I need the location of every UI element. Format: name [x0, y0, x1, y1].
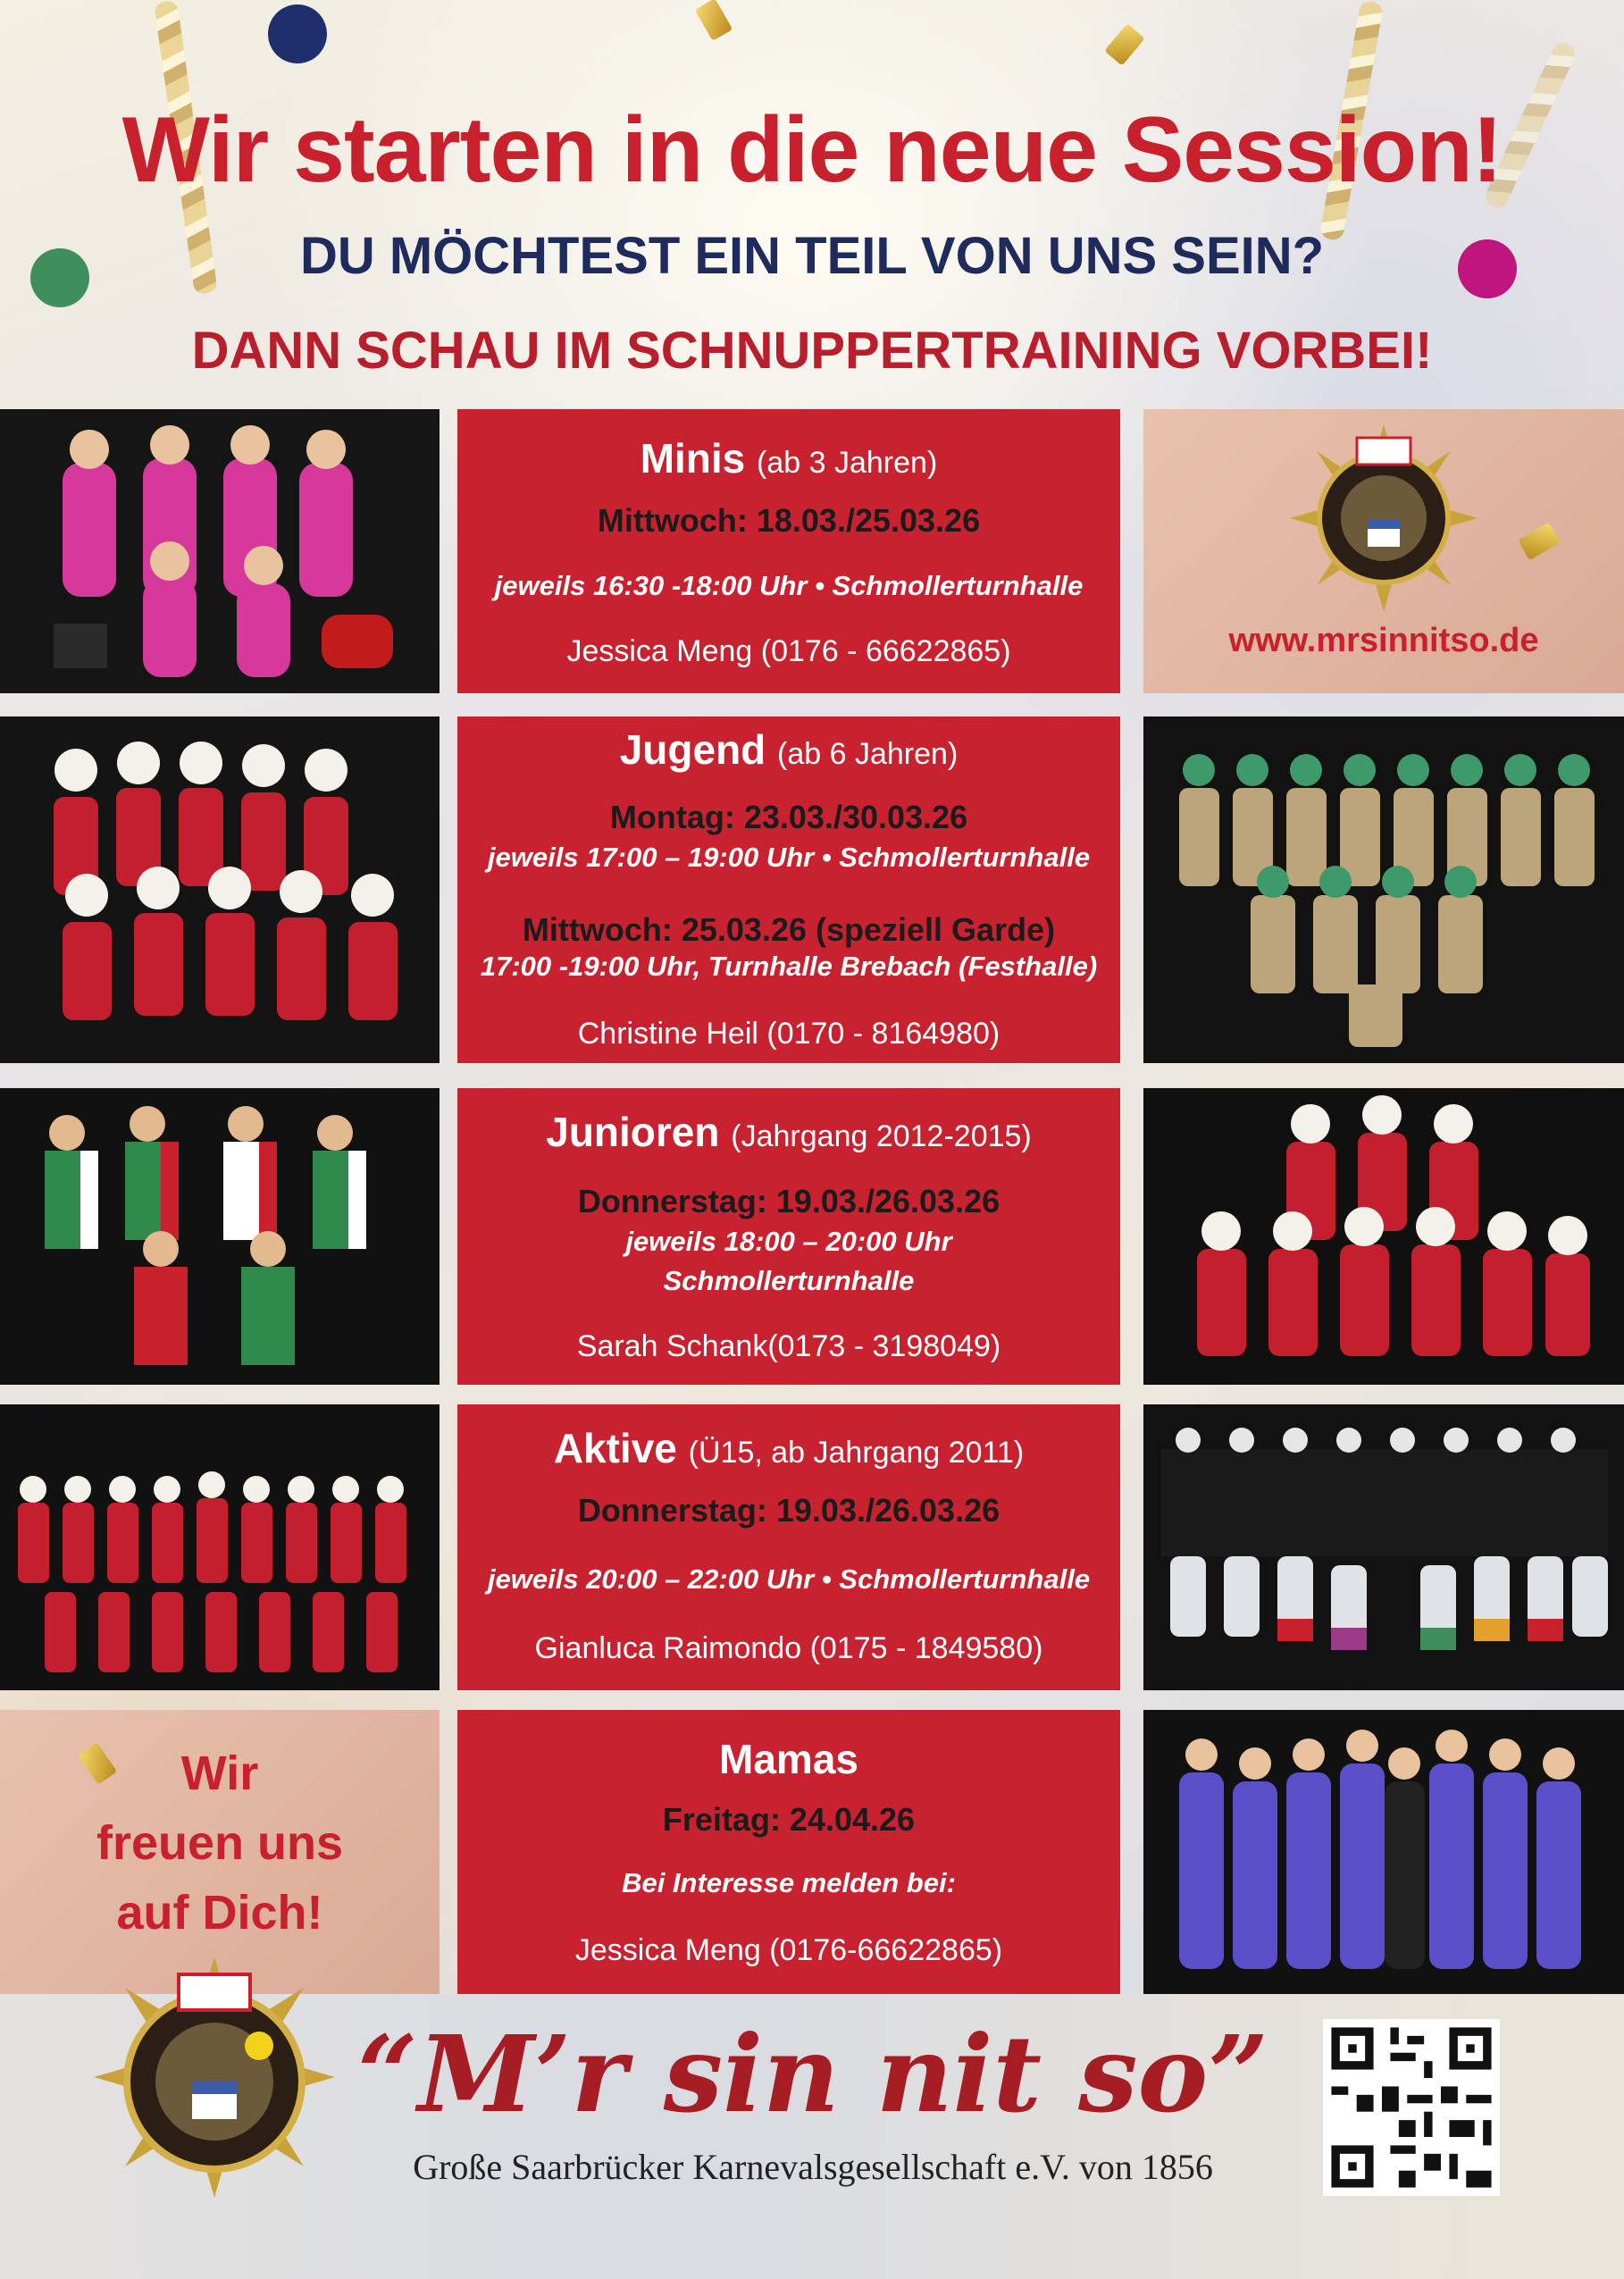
- group-name: Junioren: [546, 1109, 720, 1155]
- training-day: Donnerstag: 19.03./26.03.26: [577, 1492, 1000, 1529]
- website-panel: [1143, 409, 1624, 693]
- group-age: (Ü15, ab Jahrgang 2011): [688, 1436, 1025, 1470]
- welcome-line: Wir: [180, 1747, 259, 1800]
- photo-jugend-garde: [0, 716, 439, 1063]
- gold-confetti: [695, 0, 733, 41]
- photo-mamas-group: [1143, 1710, 1624, 1994]
- club-seal-large-icon: [85, 1948, 344, 2207]
- interest-note: Bei Interesse melden bei:: [622, 1867, 956, 1898]
- group-age: (ab 6 Jahren): [777, 737, 958, 771]
- training-time-place: jeweils 20:00 – 22:00 Uhr • Schmollerturnhalle: [487, 1563, 1091, 1595]
- photo-jugend-green: [1143, 716, 1624, 1063]
- training-time-place: jeweils 16:30 -18:00 Uhr • Schmollerturnhalle: [494, 570, 1084, 601]
- photo-minis-group: [0, 409, 439, 693]
- training-day: Montag: 23.03./30.03.26: [609, 799, 968, 835]
- club-motto: “M’r sin nit so”: [356, 2012, 1269, 2136]
- confetti-dot-navy: [268, 4, 327, 63]
- welcome-line: freuen uns: [96, 1816, 344, 1870]
- training-day-garde: Mittwoch: 25.03.26 (speziell Garde): [522, 911, 1056, 948]
- contact-person: Jessica Meng (0176-66622865): [574, 1933, 1003, 1967]
- training-time-place-garde: 17:00 -19:00 Uhr, Turnhalle Brebach (Festhalle): [480, 951, 1098, 982]
- contact-person: Christine Heil (0170 - 8164980): [577, 1017, 1000, 1051]
- training-time-place: jeweils 17:00 – 19:00 Uhr • Schmollerturnhalle: [487, 842, 1091, 873]
- group-card-mamas: [457, 1710, 1120, 1994]
- photo-aktive-garde: [0, 1404, 439, 1690]
- qr-code-icon[interactable]: [1320, 2019, 1503, 2196]
- gold-confetti: [1518, 523, 1561, 561]
- group-name: Mamas: [719, 1736, 858, 1782]
- contact-person: Gianluca Raimondo (0175 - 1849580): [534, 1631, 1043, 1665]
- headline: Wir starten in die neue Session!: [121, 98, 1503, 202]
- contact-person: Sarah Schank(0173 - 3198049): [576, 1329, 1001, 1363]
- training-day: Freitag: 24.04.26: [662, 1801, 916, 1838]
- group-age: (ab 3 Jahren): [757, 446, 938, 480]
- website-url[interactable]: www.mrsinnitso.de: [1228, 622, 1539, 659]
- photo-junioren-garde: [1143, 1088, 1624, 1385]
- group-name: Minis: [640, 435, 746, 482]
- organisation-name: Große Saarbrücker Karnevalsgesellschaft e.V. von 1856: [413, 2147, 1213, 2187]
- photo-aktive-socks: [1143, 1404, 1624, 1690]
- group-age: (Jahrgang 2012-2015): [731, 1119, 1032, 1153]
- gold-confetti: [1104, 23, 1145, 65]
- training-place: Schmollerturnhalle: [663, 1265, 915, 1296]
- group-name: Jugend: [619, 726, 766, 773]
- group-card-minis: [457, 409, 1120, 693]
- training-day: Mittwoch: 18.03./25.03.26: [597, 502, 981, 539]
- welcome-line: auf Dich!: [116, 1886, 323, 1940]
- subheadline-question: DU MÖCHTEST EIN TEIL VON UNS SEIN?: [299, 227, 1325, 285]
- group-name: Aktive: [553, 1425, 677, 1471]
- contact-person: Jessica Meng (0176 - 66622865): [566, 634, 1011, 668]
- group-card-junioren: [457, 1088, 1120, 1385]
- club-seal-icon: [1285, 420, 1482, 616]
- photo-junioren-italy: [0, 1088, 439, 1385]
- group-card-aktive: [457, 1404, 1120, 1690]
- group-card-jugend: [457, 716, 1120, 1063]
- subheadline-invitation: DANN SCHAU IM SCHNUPPERTRAINING VORBEI!: [191, 322, 1433, 380]
- training-time: jeweils 18:00 – 20:00 Uhr: [625, 1226, 952, 1257]
- training-day: Donnerstag: 19.03./26.03.26: [577, 1183, 1000, 1219]
